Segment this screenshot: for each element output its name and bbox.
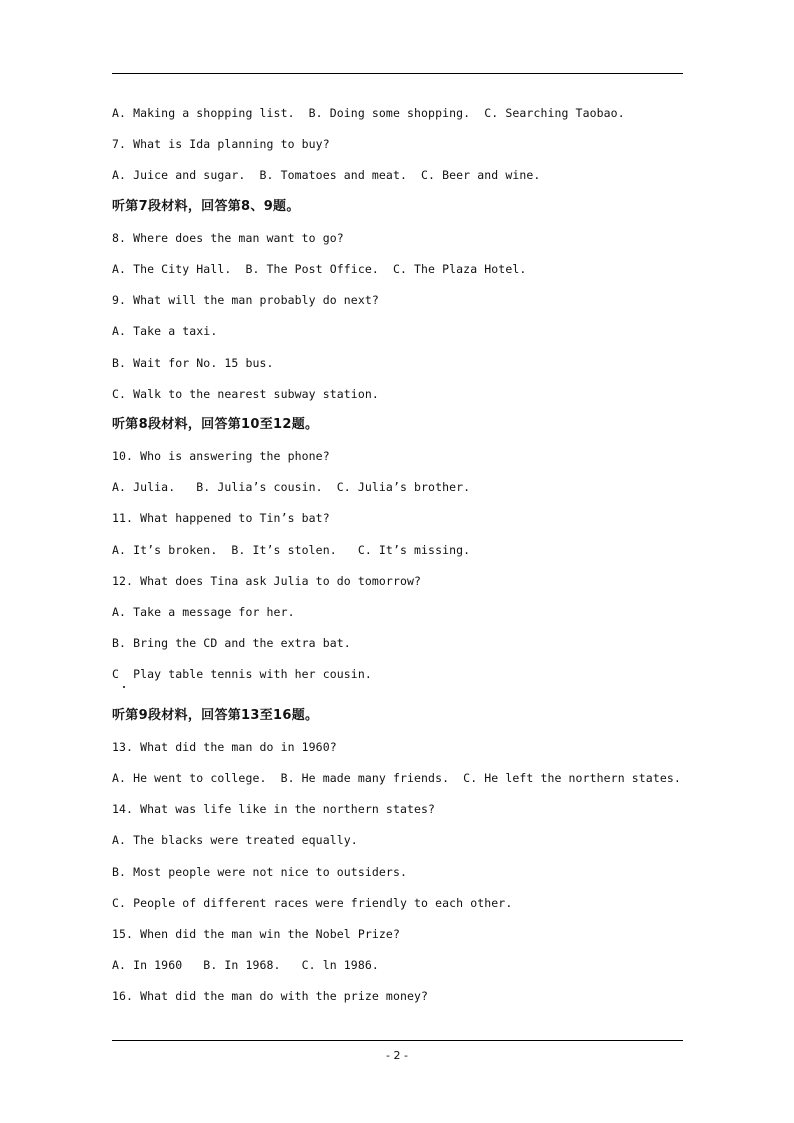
- spacer: [112, 696, 687, 706]
- section-heading-7: 听第7段材料，回答第8、9题。: [112, 198, 300, 214]
- option-line: A. In 1960 B. In 1968. C. ln 1986.: [112, 958, 379, 973]
- question-11: 11. What happened to Tin’s bat?: [112, 511, 330, 526]
- option-line: B. Wait for No. 15 bus.: [112, 355, 274, 370]
- option-line: C. Walk to the nearest subway station.: [112, 386, 379, 401]
- question-14: 14. What was life like in the northern states?: [112, 802, 436, 817]
- stray-mark: [123, 686, 125, 688]
- question-15: 15. When did the man win the Nobel Prize?: [112, 926, 400, 941]
- section-heading-9: 听第9段材料，回答第13至16题。: [112, 707, 319, 723]
- question-8: 8. Where does the man want to go?: [112, 230, 344, 245]
- header-rule: [112, 73, 683, 74]
- option-line: C. People of different races were friendly to each other.: [112, 895, 513, 910]
- option-line: A. Making a shopping list. B. Doing some shopping. C. Searching Taobao.: [112, 106, 625, 120]
- option-line: A. The City Hall. B. The Post Office. C. The Plaza Hotel.: [112, 261, 527, 276]
- option-line: A. Take a message for her.: [112, 605, 295, 619]
- option-line: A. Juice and sugar. B. Tomatoes and meat. C. Beer and wine.: [112, 168, 541, 183]
- question-12: 12. What does Tina ask Julia to do tomorrow?: [112, 573, 422, 588]
- option-line: A. Take a taxi.: [112, 324, 218, 339]
- section-heading-8: 听第8段材料，回答第10至12题。: [112, 416, 319, 432]
- option-line: A. It’s broken. B. It’s stolen. C. It’s missing.: [112, 542, 471, 557]
- question-9: 9. What will the man probably do next?: [112, 293, 379, 308]
- question-16: 16. What did the man do with the prize money?: [112, 989, 429, 1004]
- question-7: 7. What is Ida planning to buy?: [112, 137, 330, 152]
- option-line: B. Most people were not nice to outsiders.: [112, 864, 407, 879]
- footer-rule: [112, 1040, 683, 1041]
- option-line: A. He went to college. B. He made many friends. C. He left the northern states.: [112, 770, 681, 785]
- question-13: 13. What did the man do in 1960?: [112, 739, 337, 754]
- question-10: 10. Who is answering the phone?: [112, 449, 330, 464]
- page-number: - 2 -: [386, 1049, 408, 1062]
- option-line: B. Bring the CD and the extra bat.: [112, 636, 351, 651]
- option-line: A. Julia. B. Julia’s cousin. C. Julia’s brother.: [112, 480, 471, 495]
- option-line: A. The blacks were treated equally.: [112, 833, 358, 848]
- question-content: [112, 103, 687, 1017]
- option-line: C Play table tennis with her cousin.: [112, 667, 372, 682]
